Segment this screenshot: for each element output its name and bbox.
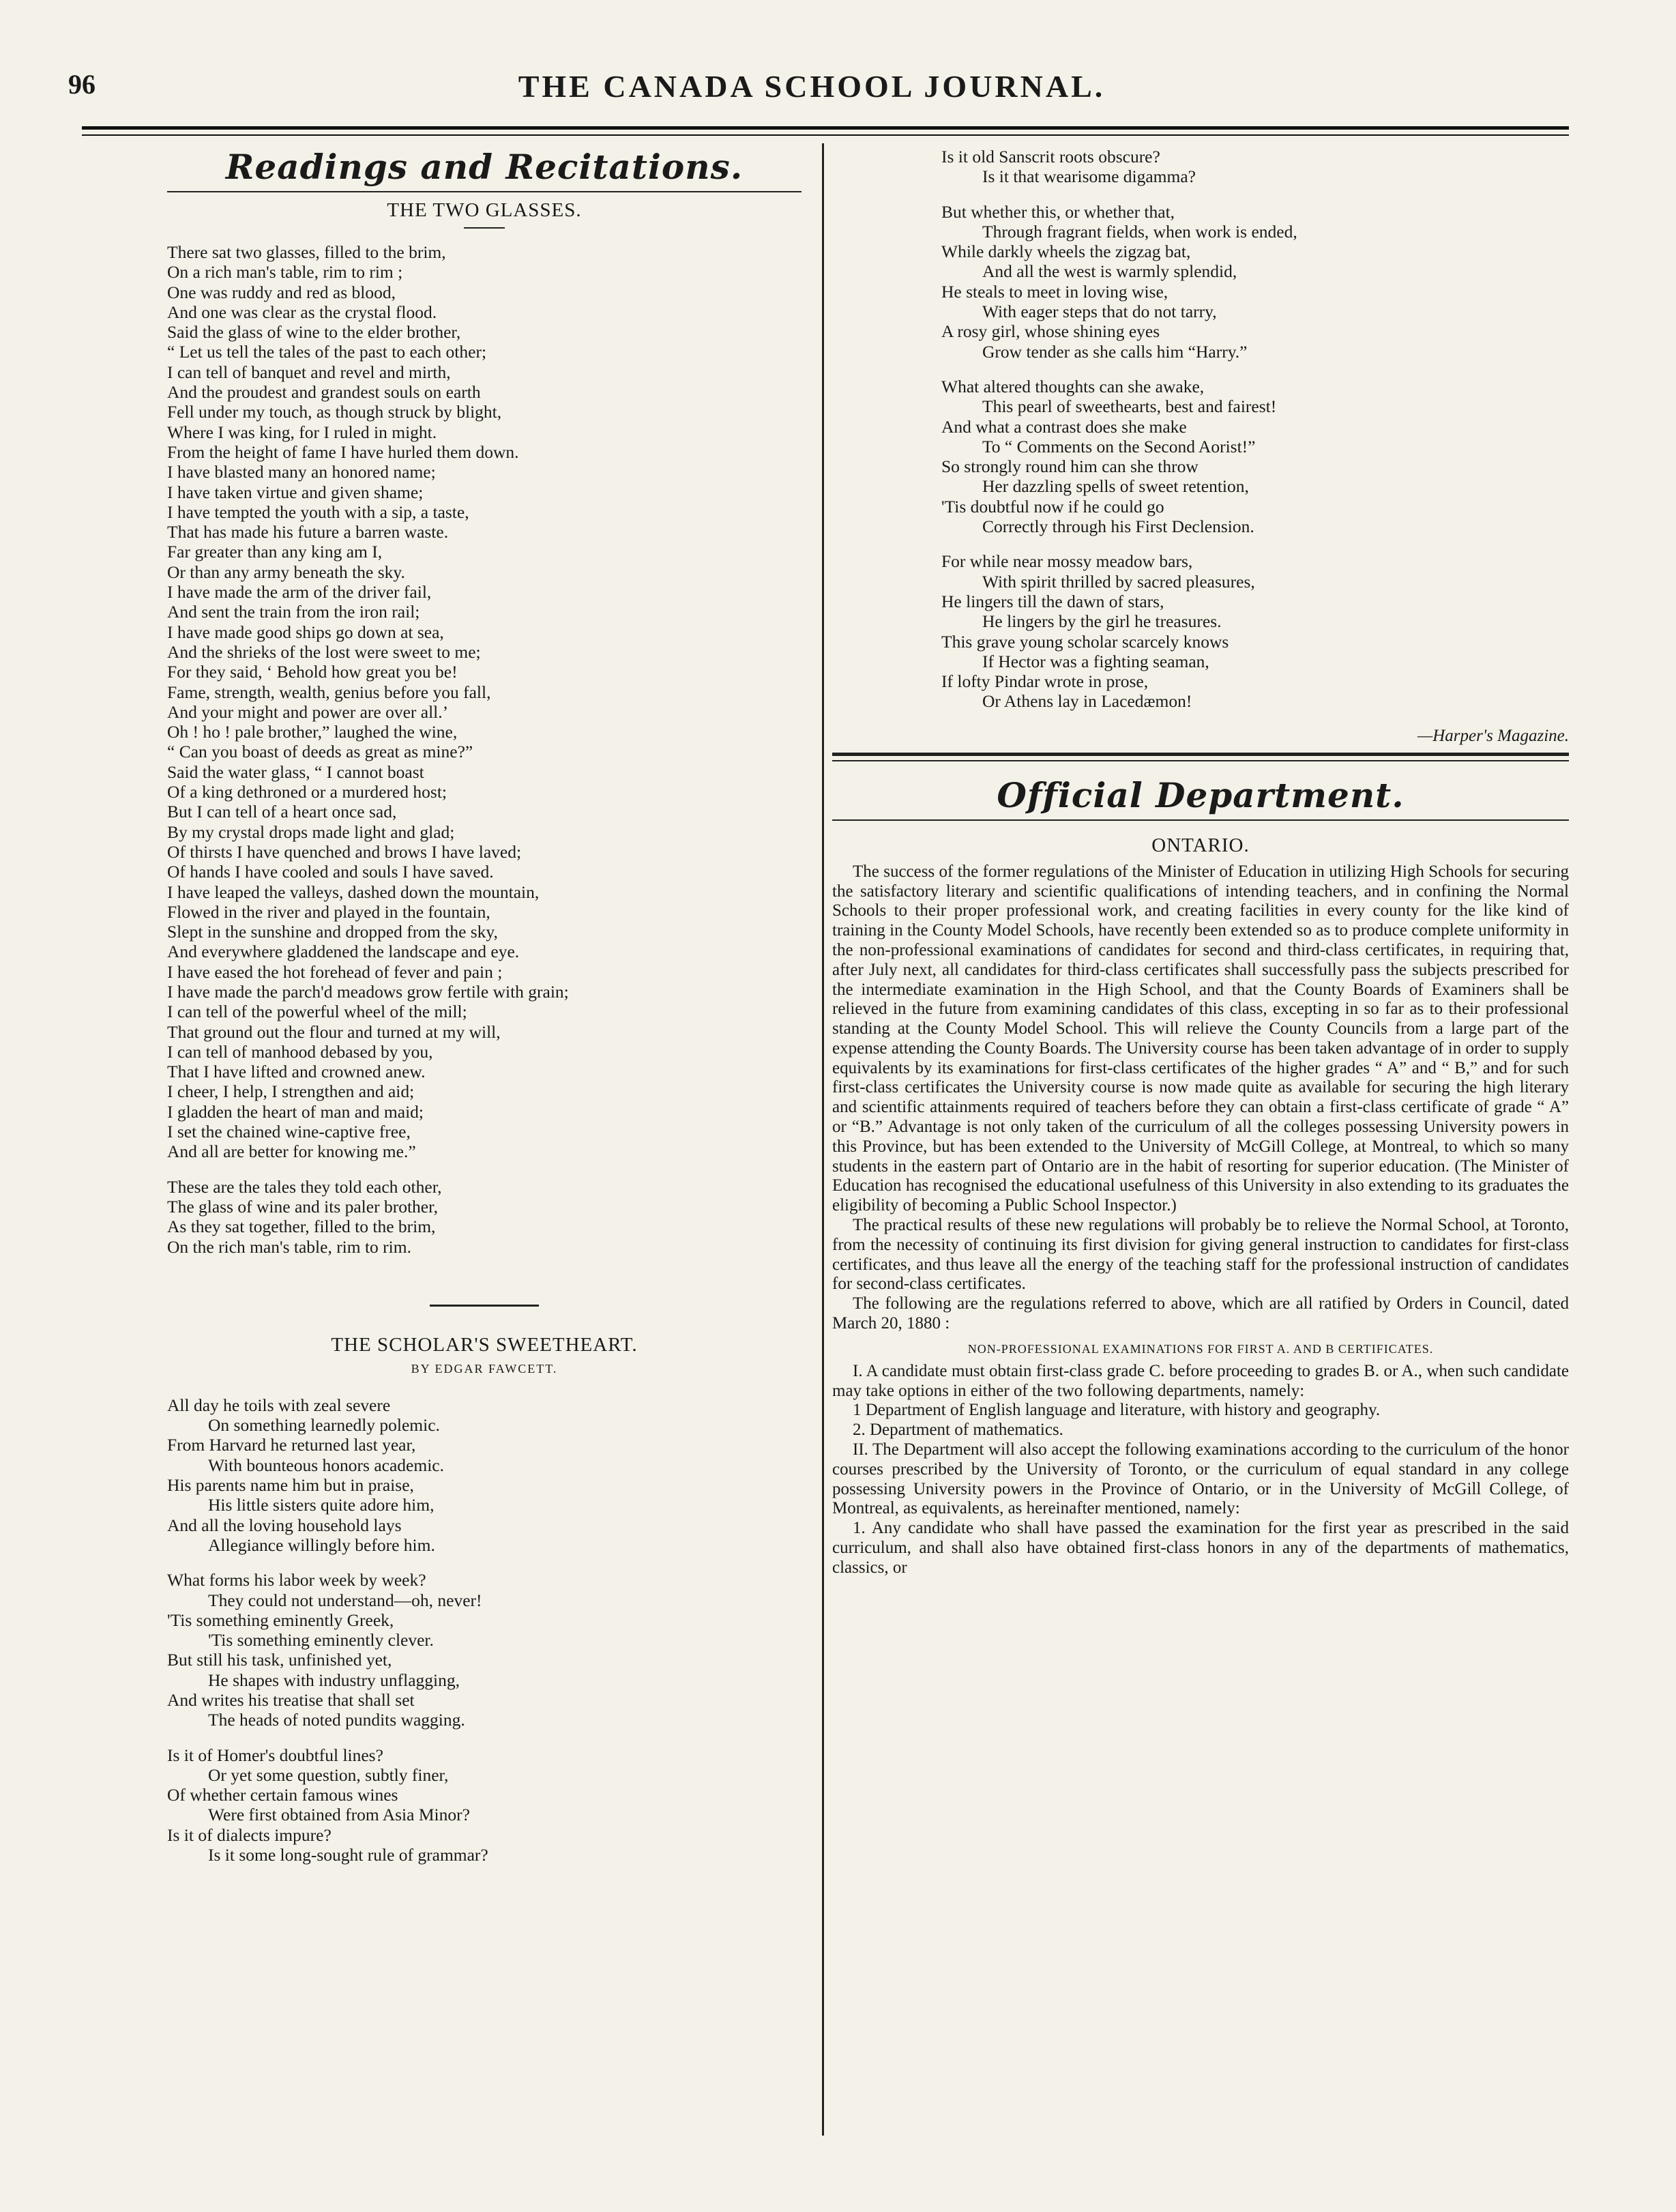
section-rule [832, 753, 1569, 756]
paragraph: 1. Any candidate who shall have passed the examination for the first year as prescribed in the said curriculum, and shall also have obtained first-class honors in any of the departments of mathematics, classics, or [832, 1519, 1569, 1577]
stanza [941, 147, 1569, 187]
poem-line: Far greater than any king am I, [167, 542, 383, 562]
stanza [941, 377, 1569, 536]
poem-line: I have made the arm of the driver fail, [167, 582, 432, 602]
poem-line: Is it of Homer's doubtful lines? [167, 1745, 383, 1765]
poem-line: Her dazzling spells of sweet retention, [982, 476, 1249, 497]
poem-line: If Hector was a fighting seaman, [982, 651, 1209, 671]
poem-scholars-sweetheart [167, 1395, 802, 1865]
poem-line: I can tell of banquet and revel and mirth, [167, 362, 451, 382]
poem-line: He lingers by the girl he treasures. [982, 611, 1222, 632]
poem-line: But still his task, unfinished yet, [167, 1650, 392, 1670]
stanza [167, 1395, 802, 1555]
poem-line: That has made his future a barren waste. [167, 522, 449, 542]
poem-line: Allegiance willingly before him. [208, 1534, 435, 1555]
journal-title: THE CANADA SCHOOL JOURNAL. [518, 69, 1106, 104]
poem-line: One was ruddy and red as blood, [167, 282, 396, 302]
poem-line: He shapes with industry unflagging, [208, 1670, 460, 1690]
poem-line: And everywhere gladdened the landscape and eye. [167, 942, 520, 962]
poem-line: I have eased the hot forehead of fever and pain ; [167, 961, 503, 982]
poem-line: I have blasted many an honored name; [167, 462, 436, 482]
poem-line: The glass of wine and its paler brother, [167, 1196, 438, 1217]
poem-line: And writes his treatise that shall set [167, 1690, 415, 1710]
poem-line: And all the west is warmly splendid, [982, 261, 1237, 282]
poem-line: All day he toils with zeal severe [167, 1395, 391, 1415]
paragraph: I. A candidate must obtain first-class grade C. before proceeding to grades B. or A., when such candidate may take options in either of the two following departments, namely: [832, 1361, 1569, 1400]
poem-line: And the shrieks of the lost were sweet to me; [167, 641, 481, 662]
poem-line: Or yet some question, subtly finer, [208, 1764, 449, 1785]
poem-line: And one was clear as the crystal flood. [167, 302, 437, 322]
paragraph: 1 Department of English language and literature, with history and geography. [853, 1401, 1381, 1420]
poem-line: I have made good ships go down at sea, [167, 622, 444, 642]
poem-line: That I have lifted and crowned anew. [167, 1062, 426, 1082]
poem-line: Oh ! ho ! pale brother,” laughed the wine, [167, 722, 458, 742]
page-header [68, 68, 1555, 116]
section-rule [167, 191, 802, 192]
poem-line: Is it old Sanscrit roots obscure? [941, 147, 1160, 166]
poem-line: Or Athens lay in Lacedæmon! [982, 691, 1192, 712]
poem-line: Is it of dialects impure? [167, 1824, 332, 1845]
poem-line: As they sat together, filled to the brim, [167, 1217, 436, 1237]
page-number: 96 [68, 69, 95, 100]
stanza [167, 1177, 802, 1257]
poem-line: I have leaped the valleys, dashed down the mountain, [167, 882, 540, 902]
poem-line: From the height of fame I have hurled them down. [167, 441, 519, 462]
section-title-readings: Readings and Recitations. [225, 147, 744, 187]
poem-line: And your might and power are over all.’ [167, 701, 449, 722]
poem-line: I have taken virtue and given shame; [167, 482, 424, 502]
poem-line: Fame, strength, wealth, genius before you fall, [167, 682, 491, 702]
poem-line: With spirit thrilled by sacred pleasures, [982, 571, 1255, 592]
poem-line: Correctly through his First Declension. [982, 516, 1254, 537]
poem-line: His parents name him but in praise, [167, 1475, 414, 1496]
paragraph: 2. Department of mathematics. [853, 1421, 1063, 1440]
poem-line: Of hands I have cooled and souls I have saved. [167, 862, 494, 882]
poem-line: He steals to meet in loving wise, [941, 281, 1168, 302]
poem-line: I can tell of manhood debased by you, [167, 1041, 433, 1062]
poem-byline: BY EDGAR FAWCETT. [411, 1361, 558, 1376]
poem-line: Is it some long-sought rule of grammar? [208, 1845, 488, 1865]
poem-line: On a rich man's table, rim to rim ; [167, 262, 403, 282]
poem-separator [430, 1305, 539, 1307]
poem-line: But I can tell of a heart once sad, [167, 802, 397, 822]
poem-line: By my crystal drops made light and glad; [167, 821, 455, 842]
poem-line: Of a king dethroned or a murdered host; [167, 782, 447, 802]
poem-line: Said the glass of wine to the elder brother, [167, 322, 461, 343]
poem-line: Flowed in the river and played in the fountain, [167, 901, 490, 922]
poem-two-glasses [167, 242, 802, 1257]
regulations-heading: NON-PROFESSIONAL EXAMINATIONS FOR FIRST A. AND B CERTIFICATES. [967, 1341, 1434, 1356]
paragraph: The following are the regulations referred to above, which are all ratified by Orders in Council, dated March 20, 1880 : [832, 1294, 1569, 1333]
poem-line: There sat two glasses, filled to the brim, [167, 242, 446, 262]
paragraph: The success of the former regulations of the Minister of Education in utilizing High Schools for securing the satisfactory literary and scientific qualifications of intending teachers, and in confining the Normal Schools to their proper professional work, and creating facilities in every county for the like kind of training in the County Model Schools, have recently been extended so as to produce complete uniformity in the non-professional examinations of candidates for second and third-class certificates, in requiring that, after July next, all candidates for third-class certificates shall successfully pass the subjects prescribed for the intermediate examination in the High School, and that the County Boards of Examiners shall be relieved in the future from examining candidates of this class, excepting in so far as to their professional standing at the County Model School. This will relieve the County Councils from a large part of the expense attending the County Boards. The University course has been taken advantage of in order to supply equivalents by its examinations for first-class certificates of the higher grades “ A” and “ B,” and for such first-class certificates the University course is now made quite as available for securing the high literary and scientific attainments required of teachers before they can obtain a first-class certificate of grade “ A” or “B.” Advantage is not only taken of the curriculum of all the colleges possessing University powers in this Province, but has been extended to the University of McGill College, at Montreal, to which so many students in the eastern part of Ontario are in the habit of resorting for superior education. (The Minister of Education has recognised the educational usefulness of this University in also extending to its graduates the eligibility of becoming a Public School Inspector.) [832, 862, 1569, 1215]
poem-line: I can tell of the powerful wheel of the mill; [167, 1002, 467, 1022]
poem-line: And the proudest and grandest souls on earth [167, 382, 481, 403]
poem-line: That ground out the flour and turned at my will, [167, 1021, 501, 1042]
stanza [167, 1570, 802, 1730]
poem-line: While darkly wheels the zigzag bat, [941, 242, 1191, 262]
poem-line: What forms his labor week by week? [167, 1570, 426, 1590]
poem-line: On the rich man's table, rim to rim. [167, 1236, 411, 1257]
poem-line: Of thirsts I have quenched and brows I have laved; [167, 841, 522, 862]
header-rule [82, 126, 1569, 130]
poem-line: Of whether certain famous wines [167, 1785, 398, 1805]
paragraph: The practical results of these new regulations will probably be to relieve the Normal School, at Toronto, from the necessity of continuing its first division for giving general instruction to candidates for first-class certificates, and thus leave all the energy of the teaching staff for the professional instruction of candidates for second-class certificates. [832, 1216, 1569, 1294]
poem-line: He lingers till the dawn of stars, [941, 591, 1164, 611]
poem-line: With bounteous honors academic. [208, 1455, 444, 1475]
poem-attribution: —Harper's Magazine. [1417, 726, 1569, 745]
poem-line: Through fragrant fields, when work is ended, [982, 221, 1297, 242]
poem-line: Or than any army beneath the sky. [167, 562, 405, 582]
poem-line: These are the tales they told each other, [167, 1176, 442, 1197]
poem-line: His little sisters quite adore him, [208, 1495, 435, 1515]
poem-line: And what a contrast does she make [941, 416, 1187, 437]
column-divider [822, 143, 824, 2136]
poem-line: I set the chained wine-captive free, [167, 1122, 411, 1142]
poem-line: “ Can you boast of deeds as great as mine?” [167, 742, 473, 762]
stanza [167, 1745, 802, 1865]
poem-line: To “ Comments on the Second Aorist!” [982, 436, 1256, 456]
poem-line: Were first obtained from Asia Minor? [208, 1805, 470, 1825]
title-rule [464, 227, 505, 229]
poem-line: A rosy girl, whose shining eyes [941, 321, 1160, 342]
poem-line: Where I was king, for I ruled in might. [167, 422, 437, 442]
official-paragraphs [832, 862, 1569, 1334]
stanza [941, 202, 1569, 362]
poem-line: I gladden the heart of man and maid; [167, 1101, 424, 1122]
poem-scholars-sweetheart-continued [832, 147, 1569, 712]
poem-line: Grow tender as she calls him “Harry.” [982, 341, 1248, 362]
poem-line: The heads of noted pundits wagging. [208, 1710, 465, 1730]
stanza [941, 551, 1569, 711]
poem-line: For while near mossy meadow bars, [941, 551, 1193, 572]
poem-line: What altered thoughts can she awake, [941, 376, 1205, 396]
poem-line: And all are better for knowing me.” [167, 1141, 416, 1162]
poem-line: They could not understand—oh, never! [208, 1590, 482, 1610]
poem-line: So strongly round him can she throw [941, 456, 1199, 477]
subtitle-ontario: ONTARIO. [1151, 834, 1250, 856]
poem-title-scholars-sweetheart: THE SCHOLAR'S SWEETHEART. [331, 1333, 638, 1356]
poem-line: And all the loving household lays [167, 1515, 402, 1535]
poem-line: On something learnedly polemic. [208, 1415, 440, 1436]
poem-line: For they said, ‘ Behold how great you be! [167, 662, 458, 682]
section-rule [832, 819, 1569, 821]
poem-line: I have tempted the youth with a sip, a taste, [167, 501, 469, 522]
right-column [832, 147, 1569, 1578]
poem-line: Fell under my touch, as though struck by blight, [167, 402, 502, 422]
header-rule [82, 134, 1569, 136]
paragraph: II. The Department will also accept the following examinations according to the curriculum of the honor courses prescribed by the University of Toronto, or the curriculum of equal standard in any college possessing University powers in the Province of Ontario, or in the University of McGill College, of Montreal, as equivalents, as hereinafter mentioned, namely: [832, 1440, 1569, 1518]
poem-line: If lofty Pindar wrote in prose, [941, 671, 1149, 692]
poem-line: Is it that wearisome digamma? [982, 166, 1196, 187]
poem-line: “ Let us tell the tales of the past to each other; [167, 342, 487, 362]
poem-line: Said the water glass, “ I cannot boast [167, 761, 424, 782]
poem-line: I have made the parch'd meadows grow fertile with grain; [167, 981, 569, 1002]
poem-line: This grave young scholar scarcely knows [941, 631, 1229, 652]
poem-title-two-glasses: THE TWO GLASSES. [387, 199, 582, 221]
left-column [167, 147, 802, 1880]
poem-line: With eager steps that do not tarry, [982, 302, 1217, 322]
regulations-list [832, 1362, 1569, 1578]
section-rule [832, 760, 1569, 761]
section-title-official: Official Department. [997, 774, 1405, 815]
stanza [167, 242, 802, 1162]
poem-line: Slept in the sunshine and dropped from the sky, [167, 922, 498, 942]
poem-line: I cheer, I help, I strengthen and aid; [167, 1081, 415, 1102]
poem-line: 'Tis doubtful now if he could go [941, 496, 1164, 516]
poem-line: But whether this, or whether that, [941, 201, 1175, 222]
poem-line: From Harvard he returned last year, [167, 1435, 416, 1455]
poem-line: 'Tis something eminently clever. [208, 1630, 434, 1650]
poem-line: 'Tis something eminently Greek, [167, 1610, 394, 1630]
poem-line: And sent the train from the iron rail; [167, 602, 420, 622]
poem-line: This pearl of sweethearts, best and fairest! [982, 396, 1277, 417]
